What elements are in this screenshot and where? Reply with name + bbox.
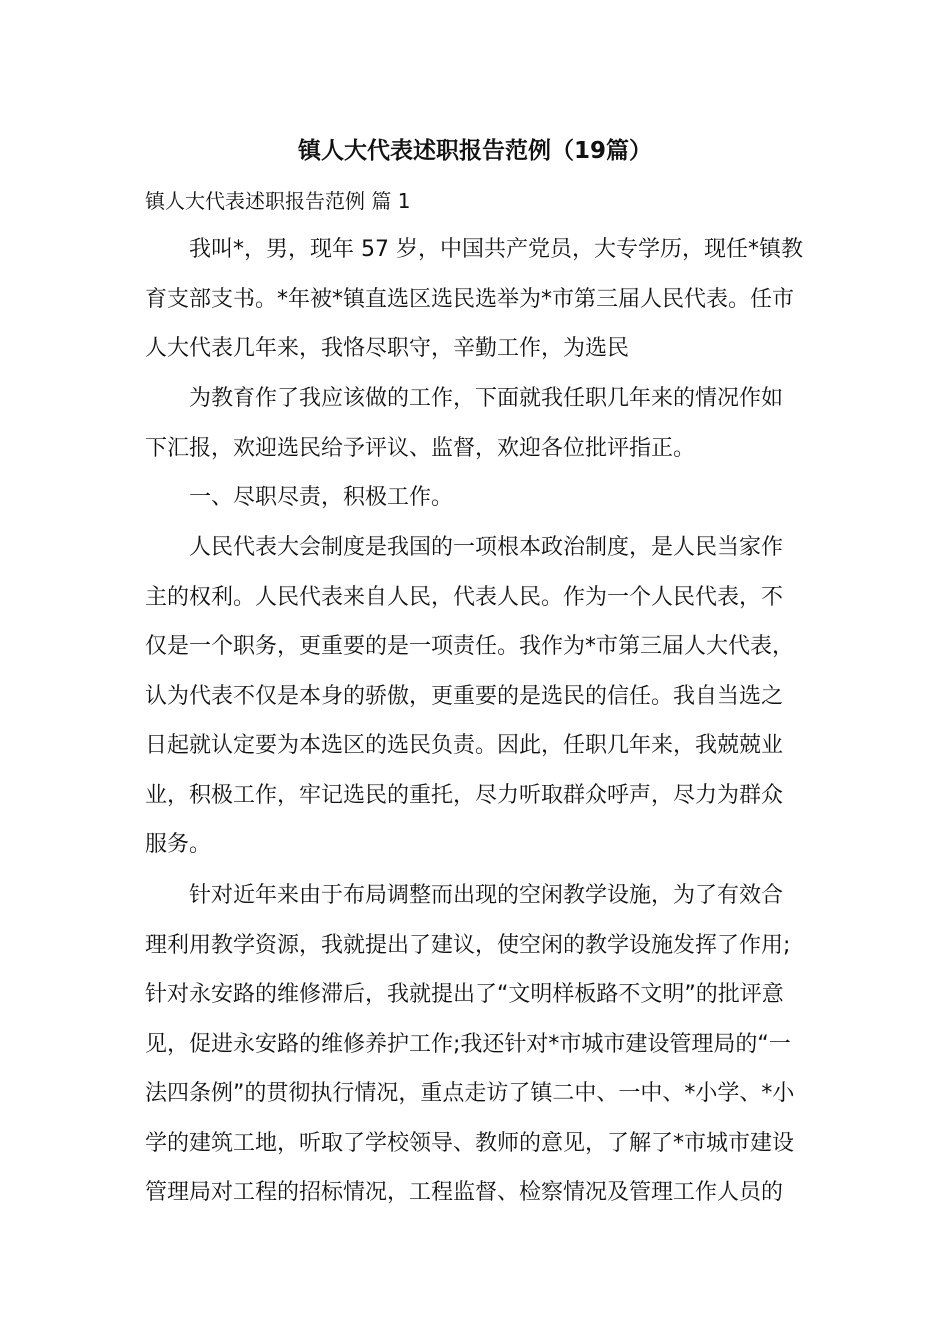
paragraph-line: 人民代表大会制度是我国的一项根本政治制度，是人民当家作 [189,535,784,560]
paragraph-line: 管理局对工程的招标情况，工程监督、检察情况及管理工作人员的 [145,1180,784,1205]
paragraph-line: 日起就认定要为本选区的选民负责。因此，任职几年来，我兢兢业 [145,733,784,758]
paragraph-line: 育支部支书。*年被*镇直选区选民选举为*市第三届人民代表。任市 [145,286,795,312]
paragraph-line: 理利用教学资源，我就提出了建议，使空闲的教学设施发挥了作用; [145,932,791,958]
paragraph-line: 业，积极工作，牢记选民的重托，尽力听取群众呼声，尽力为群众 [145,782,784,808]
paragraph-1 [145,225,810,374]
paragraph-line: 见，促进永安路的维修养护工作;我还针对*市城市建设管理局的“一 [145,1031,791,1057]
paragraph-line: 认为代表不仅是本身的骄傲，更重要的是选民的信任。我自当选之 [145,683,784,709]
paragraph-line: 针对近年来由于布局调整而出现的空闲教学设施，为了有效合 [189,883,784,908]
paragraph-line: 服务。 [145,832,212,857]
paragraph-line: 人大代表几年来，我恪尽职守，辛勤工作，为选民 [145,336,630,361]
paragraph-line: 针对永安路的维修滞后，我就提出了“文明样板路不文明”的批评意 [145,982,784,1007]
document-title: 镇人大代表述职报告范例（19篇） [297,138,652,164]
paragraph-4 [145,523,810,870]
paragraph-line: 一、尽职尽责，积极工作。 [189,485,454,510]
paragraph-line: 下汇报，欢迎选民给予评议、监督，欢迎各位批评指正。 [145,435,696,461]
paragraph-line: 仅是一个职务，更重要的是一项责任。我作为*市第三届人大代表， [145,634,795,659]
paragraph-2 [145,374,810,473]
paragraph-line: 法四条例”的贯彻执行情况，重点走访了镇二中、一中、*小学、*小 [145,1081,795,1106]
paragraph-line: 主的权利。人民代表来自人民，代表人民。作为一个人民代表，不 [145,584,784,610]
paragraph-5 [145,871,810,1218]
paragraph-line: 为教育作了我应该做的工作，下面就我任职几年来的情况作如 [189,386,784,411]
paragraph-3 [145,473,810,523]
section-heading: 镇人大代表述职报告范例 篇 1 [145,189,411,213]
paragraph-line: 我叫*，男，现年 57 岁，中国共产党员，大专学历，现任*镇教 [189,237,803,262]
paragraph-line: 学的建筑工地，听取了学校领导、教师的意见，了解了*市城市建设 [145,1130,795,1156]
